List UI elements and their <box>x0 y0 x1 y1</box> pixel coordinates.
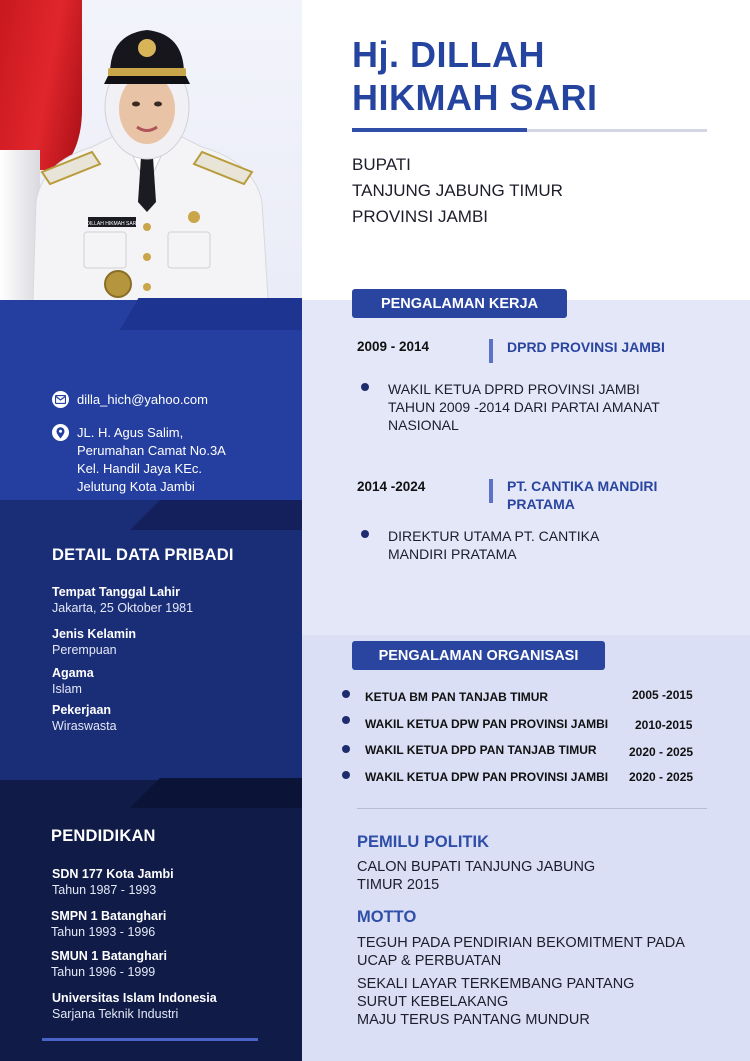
motto-line: SEKALI LAYAR TERKEMBANG PANTANG <box>357 976 635 992</box>
work-description-line: TAHUN 2009 -2014 DARI PARTAI AMANAT <box>388 399 660 415</box>
location-pin-icon <box>52 424 69 441</box>
politics-line: TIMUR 2015 <box>357 877 440 893</box>
name-tag-text: DILLAH HIKMAH SARI <box>86 221 138 227</box>
personal-item <box>52 665 94 697</box>
education-school: Universitas Islam Indonesia <box>52 991 217 1005</box>
motto-line: TEGUH PADA PENDIRIAN BEKOMITMENT PADA <box>357 935 685 951</box>
motto-line: MAJU TERUS PANTANG MUNDUR <box>357 1012 590 1028</box>
work-description <box>388 380 660 434</box>
organization-years: 2020 - 2025 <box>629 770 694 784</box>
personal-item-value: Jakarta, 25 Oktober 1981 <box>52 601 194 615</box>
motto-text <box>357 975 634 1029</box>
work-description-line: DIREKTUR UTAMA PT. CANTIKA <box>388 528 600 544</box>
portrait-photo <box>22 12 272 330</box>
personal-item-label: Agama <box>52 666 94 680</box>
personal-item-value: Perempuan <box>52 643 117 657</box>
politics-title: PEMILU POLITIK <box>357 833 489 851</box>
section-divider <box>357 808 707 809</box>
contact-email-row <box>52 391 208 409</box>
address-line: Perumahan Camat No.3A <box>77 443 226 458</box>
work-period: 2009 - 2014 <box>357 339 430 354</box>
personal-detail-title: DETAIL DATA PRIBADI <box>52 546 234 564</box>
education-item <box>51 908 166 940</box>
bottom-accent-line <box>42 1038 258 1041</box>
personal-item-label: Jenis Kelamin <box>52 627 137 641</box>
bullet-icon <box>342 716 350 724</box>
name-line: Hj. DILLAH <box>352 34 545 75</box>
personal-item-value: Wiraswasta <box>52 719 117 733</box>
education-detail: Sarjana Teknik Industri <box>52 1007 179 1021</box>
address-line: Kel. Handil Jaya KEc. <box>77 461 203 476</box>
education-item <box>51 948 167 980</box>
contact-address-row <box>52 424 226 496</box>
work-section-title: PENGALAMAN KERJA <box>352 289 567 318</box>
work-period: 2014 -2024 <box>357 479 426 494</box>
name-underline <box>352 128 527 132</box>
personal-item <box>52 626 136 658</box>
full-name <box>352 33 598 119</box>
education-title: PENDIDIKAN <box>51 827 156 845</box>
bullet-icon <box>361 530 369 538</box>
name-line: HIKMAH SARI <box>352 77 598 118</box>
work-organization-line: DPRD PROVINSI JAMBI <box>507 339 665 355</box>
education-detail: Tahun 1987 - 1993 <box>52 883 157 897</box>
motto-text <box>357 934 685 970</box>
work-organization-line: PT. CANTIKA MANDIRI <box>507 478 658 494</box>
work-description <box>388 527 599 563</box>
education-item <box>52 866 174 898</box>
contact-panel-accent <box>120 298 320 330</box>
organization-years: 2005 -2015 <box>632 688 693 702</box>
work-organization <box>507 338 665 356</box>
organization-section-title: PENGALAMAN ORGANISASI <box>352 641 605 670</box>
address-line: Jelutung Kota Jambi <box>77 479 195 494</box>
work-description-line: WAKIL KETUA DPRD PROVINSI JAMBI <box>388 381 640 397</box>
education-tab-accent <box>130 778 302 808</box>
work-description-line: MANDIRI PRATAMA <box>388 546 517 562</box>
education-detail: Tahun 1993 - 1996 <box>51 925 156 939</box>
role-line: PROVINSI JAMBI <box>352 207 489 226</box>
organization-years: 2020 - 2025 <box>629 745 694 759</box>
personal-item-label: Tempat Tanggal Lahir <box>52 585 181 599</box>
personal-item <box>52 702 117 734</box>
organization-years: 2010-2015 <box>635 718 693 732</box>
bullet-icon <box>342 771 350 779</box>
name-underline-grey <box>527 129 707 132</box>
contact-address <box>77 424 226 496</box>
politics-line: CALON BUPATI TANJUNG JABUNG <box>357 859 596 875</box>
bullet-icon <box>361 383 369 391</box>
organization-role: WAKIL KETUA DPW PAN PROVINSI JAMBI <box>365 717 609 731</box>
education-detail: Tahun 1996 - 1999 <box>51 965 156 979</box>
work-organization <box>507 477 657 513</box>
contact-email: dilla_hich@yahoo.com <box>77 392 208 407</box>
work-divider <box>489 479 493 503</box>
address-line: JL. H. Agus Salim, <box>77 425 184 440</box>
motto-line: UCAP & PERBUATAN <box>357 953 502 969</box>
role-line: TANJUNG JABUNG TIMUR <box>352 181 563 200</box>
education-item <box>52 990 217 1022</box>
education-school: SDN 177 Kota Jambi <box>52 867 174 881</box>
motto-line: SURUT KEBELAKANG <box>357 994 509 1010</box>
mail-icon <box>52 391 69 408</box>
education-school: SMPN 1 Batanghari <box>51 909 167 923</box>
motto-title: MOTTO <box>357 908 417 926</box>
personal-item-value: Islam <box>52 682 82 696</box>
personal-detail-tab-accent <box>130 500 302 530</box>
politics-text <box>357 858 595 894</box>
work-divider <box>489 339 493 363</box>
education-school: SMUN 1 Batanghari <box>51 949 167 963</box>
personal-item <box>52 584 193 616</box>
work-description-line: NASIONAL <box>388 417 459 433</box>
bullet-icon <box>342 745 350 753</box>
work-organization-line: PRATAMA <box>507 496 575 512</box>
organization-role: WAKIL KETUA DPD PAN TANJAB TIMUR <box>365 743 597 757</box>
personal-item-label: Pekerjaan <box>52 703 112 717</box>
organization-role: KETUA BM PAN TANJAB TIMUR <box>365 690 549 704</box>
role-line: BUPATI <box>352 155 411 174</box>
bullet-icon <box>342 690 350 698</box>
organization-role: WAKIL KETUA DPW PAN PROVINSI JAMBI <box>365 770 609 784</box>
